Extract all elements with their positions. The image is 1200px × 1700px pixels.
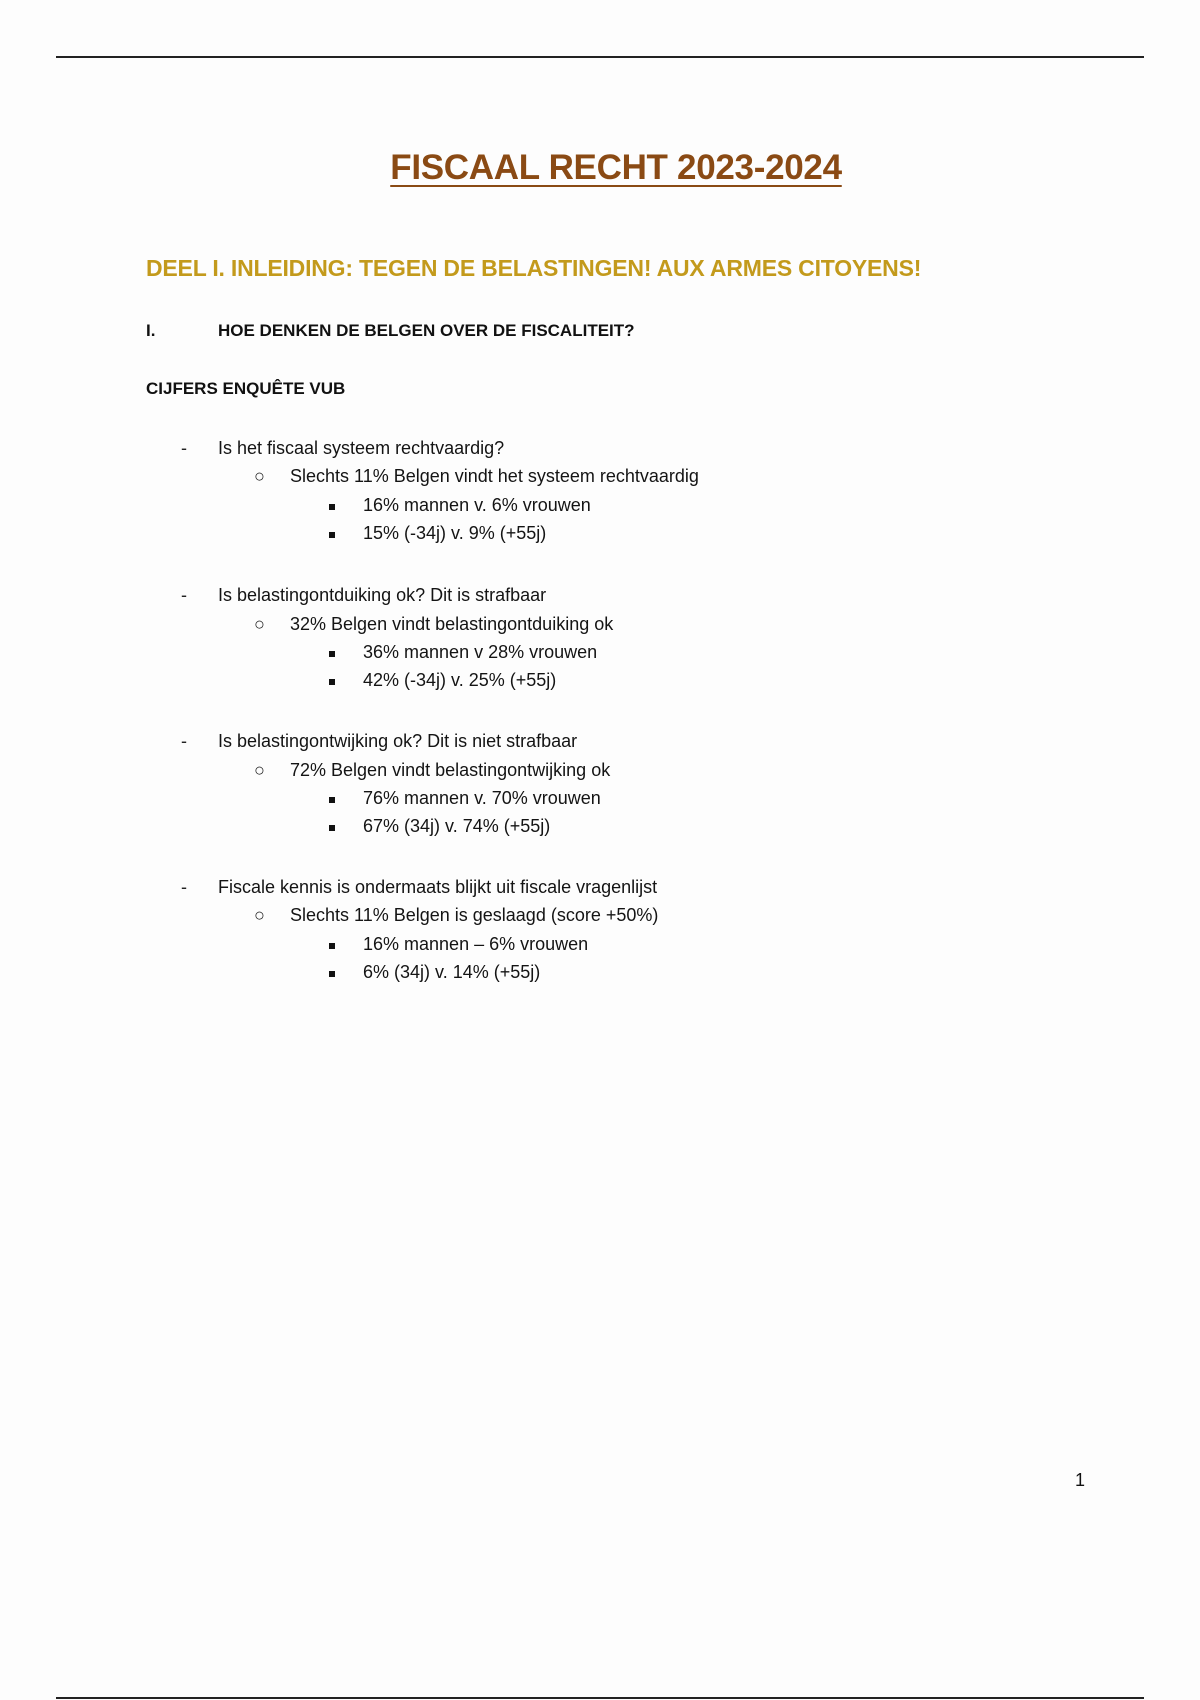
square-bullet xyxy=(329,825,335,831)
document-title: FISCAAL RECHT 2023-2024 xyxy=(390,148,842,187)
list-item-detail: 15% (-34j) v. 9% (+55j) xyxy=(363,523,547,543)
list-item-detail: 36% mannen v 28% vrouwen xyxy=(363,642,598,662)
list-item-question: Is belastingontwijking ok? Dit is niet strafbaar xyxy=(218,731,578,751)
page-number: 1 xyxy=(1075,1470,1086,1490)
list-item-answer: 72% Belgen vindt belastingontwijking ok xyxy=(290,760,611,780)
dash-bullet: - xyxy=(181,438,187,458)
section-title: HOE DENKEN DE BELGEN OVER DE FISCALITEIT? xyxy=(218,321,635,340)
list-item-detail: 42% (-34j) v. 25% (+55j) xyxy=(363,670,557,690)
list-item-detail: 16% mannen – 6% vrouwen xyxy=(363,934,589,954)
square-bullet xyxy=(329,943,335,949)
dash-bullet: - xyxy=(181,731,187,751)
square-bullet xyxy=(329,532,335,538)
list-item-detail: 76% mannen v. 70% vrouwen xyxy=(363,788,601,808)
footer-rule xyxy=(56,1697,1144,1699)
square-bullet xyxy=(329,651,335,657)
list-item-detail: 6% (34j) v. 14% (+55j) xyxy=(363,962,541,982)
square-bullet xyxy=(329,504,335,510)
list-item-detail: 67% (34j) v. 74% (+55j) xyxy=(363,816,551,836)
list-item-question: Is belastingontduiking ok? Dit is strafbaar xyxy=(218,585,547,605)
list-item-answer: Slechts 11% Belgen is geslaagd (score +50%) xyxy=(290,905,659,925)
list-item-detail: 16% mannen v. 6% vrouwen xyxy=(363,495,591,515)
list-item-answer: 32% Belgen vindt belastingontduiking ok xyxy=(290,614,614,634)
list-item-answer: Slechts 11% Belgen vindt het systeem rechtvaardig xyxy=(290,466,699,486)
square-bullet xyxy=(329,797,335,803)
part-heading: DEEL I. INLEIDING: TEGEN DE BELASTINGEN! AUX ARMES CITOYENS! xyxy=(146,255,922,281)
square-bullet xyxy=(329,971,335,977)
square-bullet xyxy=(329,679,335,685)
circle-bullet: ○ xyxy=(254,760,265,780)
list-item-question: Fiscale kennis is ondermaats blijkt uit fiscale vragenlijst xyxy=(218,877,658,897)
subheading: CIJFERS ENQUÊTE VUB xyxy=(146,379,346,398)
circle-bullet: ○ xyxy=(254,466,265,486)
dash-bullet: - xyxy=(181,585,187,605)
list-item-question: Is het fiscaal systeem rechtvaardig? xyxy=(218,438,505,458)
dash-bullet: - xyxy=(181,877,187,897)
section-number: I. xyxy=(146,321,156,340)
circle-bullet: ○ xyxy=(254,905,265,925)
circle-bullet: ○ xyxy=(254,614,265,634)
